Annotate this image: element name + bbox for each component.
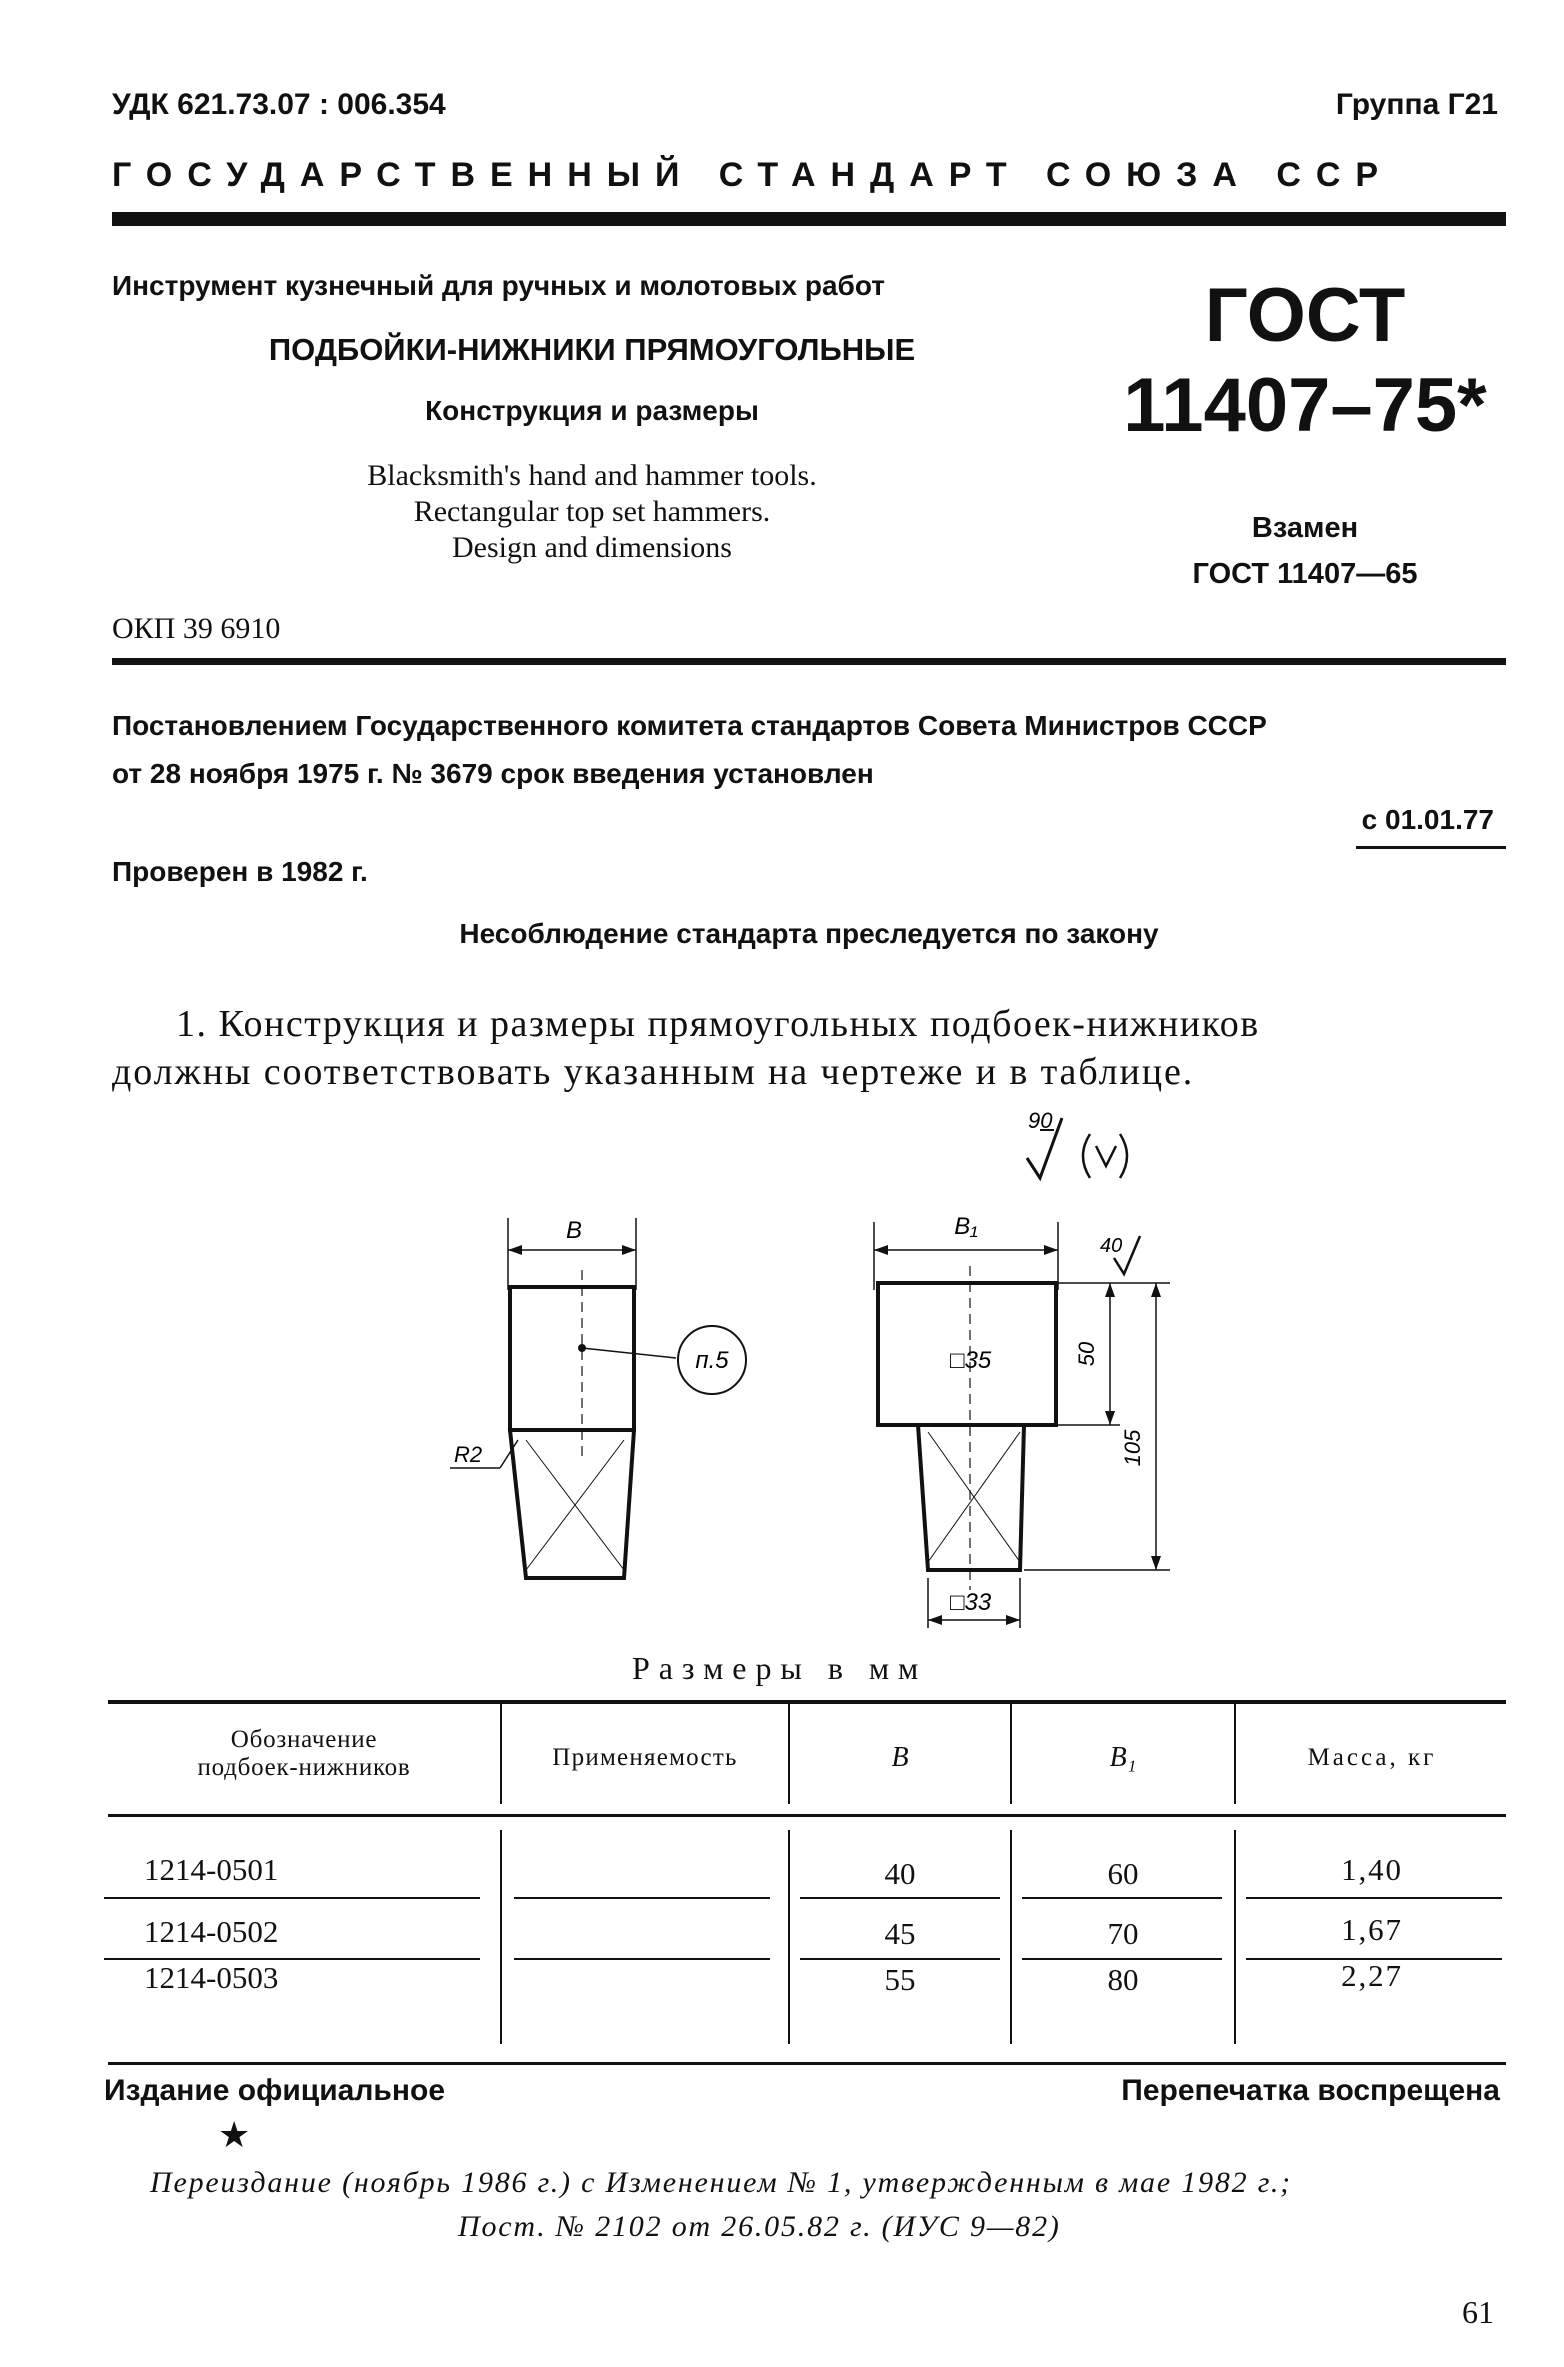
header-designation-line-2: подбоек-нижников: [197, 1754, 411, 1781]
header-thick-rule: [112, 212, 1506, 226]
reprint-prohibited: Перепечатка воспрещена: [1121, 2074, 1500, 2107]
english-title: [112, 458, 1072, 566]
roughness-side-value: 40: [1100, 1235, 1123, 1257]
effective-date: с 01.01.77: [1361, 804, 1494, 835]
B-cell: 45: [884, 1916, 916, 1951]
row-separator: [104, 1897, 480, 1899]
row-separator: [1022, 1958, 1222, 1960]
header-designation-line-1: Обозначение: [230, 1726, 378, 1753]
udk-code: УДК 621.73.07 : 006.354: [112, 88, 446, 121]
title-rule: [112, 658, 1506, 665]
dimension-50-label: 50: [1074, 1341, 1099, 1367]
designation-cell: 1214-0503: [144, 1960, 279, 1995]
table-vline: [1234, 1830, 1236, 2044]
header-designation: [112, 1726, 496, 1782]
title-line-2: ПОДБОЙКИ-НИЖНИКИ ПРЯМОУГОЛЬНЫЕ: [268, 332, 916, 367]
tool-drawing: [0, 1100, 1564, 1660]
table-vline: [788, 1830, 790, 2044]
official-edition: Издание официальное: [104, 2074, 446, 2107]
row-separator: [800, 1897, 1000, 1899]
english-title-line-3: Design and dimensions: [452, 531, 732, 564]
row-separator: [1246, 1897, 1502, 1899]
row-separator: [800, 1958, 1000, 1960]
mass-cell: 1,67: [1341, 1912, 1403, 1947]
state-standard-heading: ГОСУДАРСТВЕННЫЙ СТАНДАРТ СОЮЗА ССР: [112, 156, 1393, 194]
clause1-line-1: 1. Конструкция и размеры прямоугольных подбоек-нижников: [176, 1003, 1260, 1045]
table-bottom-rule: [108, 2062, 1506, 2065]
roughness-side-mark: [1100, 1235, 1140, 1274]
header-applicability: Применяемость: [552, 1744, 738, 1771]
table-vline: [500, 1704, 502, 1804]
header-mass: Масса, кг: [1307, 1744, 1437, 1771]
replaces-label: Взамен: [1251, 512, 1359, 544]
title-line-3: Конструкция и размеры: [425, 395, 759, 426]
table-header-rule: [108, 1814, 1506, 1817]
decree-line-2: от 28 ноября 1975 г. № 3679 срок введения установлен: [112, 758, 874, 789]
table-vline: [1010, 1830, 1012, 2044]
designation-cell: 1214-0502: [144, 1914, 279, 1949]
table-vline: [788, 1704, 790, 1804]
law-warning: Несоблюдение стандарта преследуется по закону: [459, 918, 1159, 949]
table-vline: [1010, 1704, 1012, 1804]
table-vline: [1234, 1704, 1236, 1804]
page-number: 61: [1462, 2294, 1494, 2330]
radius-label: R2: [454, 1442, 483, 1467]
dimension-B-label: B: [565, 1217, 583, 1244]
row-separator: [514, 1958, 770, 1960]
roughness-general-value: 90: [1028, 1108, 1053, 1133]
clause1-line-2: должны соответствовать указанным на чертеже и в таблице.: [112, 1051, 1195, 1093]
gost-number: 11407–75*: [1123, 363, 1487, 448]
english-title-line-1: Blacksmith's hand and hammer tools.: [367, 459, 817, 492]
group-code: Группа Г21: [1335, 88, 1498, 121]
title-line-1: Инструмент кузнечный для ручных и молотовых работ: [112, 270, 885, 301]
row-separator: [514, 1897, 770, 1899]
dimension-105-label: 105: [1120, 1429, 1145, 1467]
square-35-label: □35: [950, 1347, 992, 1374]
replaces-value: ГОСТ 11407—65: [1192, 558, 1418, 590]
okp-code: ОКП 39 6910: [112, 612, 281, 645]
header-B1: B₁: [1109, 1742, 1137, 1773]
table-caption: Размеры в мм: [632, 1650, 928, 1686]
reissue-note-line-1: Переиздание (ноябрь 1986 г.) с Изменением № 1, утвержденным в мае 1982 г.;: [150, 2166, 1292, 2199]
left-view: [450, 1217, 746, 1578]
table-top-rule: [108, 1700, 1506, 1704]
designation-cell: 1214-0501: [144, 1852, 279, 1887]
B-cell: 40: [884, 1856, 916, 1891]
checked-note: Проверен в 1982 г.: [112, 856, 368, 887]
B1-cell: 80: [1107, 1962, 1139, 1997]
table-vline: [500, 1830, 502, 2044]
decree-line-1: Постановлением Государственного комитета стандартов Совета Министров СССР: [112, 710, 1267, 741]
B-cell: 55: [884, 1962, 916, 1997]
clause-reference-label: п.5: [695, 1347, 729, 1374]
gost-label: ГОСТ: [1204, 273, 1406, 358]
mass-cell: 2,27: [1341, 1958, 1403, 1993]
mass-cell: 1,40: [1341, 1852, 1403, 1887]
english-title-line-2: Rectangular top set hammers.: [413, 495, 771, 528]
reissue-note-line-2: Пост. № 2102 от 26.05.82 г. (ИУС 9—82): [458, 2210, 1061, 2243]
right-view: [874, 1213, 1170, 1628]
row-separator: [1022, 1897, 1222, 1899]
star-icon: ★: [218, 2114, 251, 2155]
B1-cell: 70: [1107, 1916, 1139, 1951]
roughness-general-mark: [1027, 1108, 1127, 1178]
dimension-B1-label: B₁: [954, 1213, 978, 1240]
square-33-label: □33: [950, 1589, 992, 1616]
B1-cell: 60: [1107, 1856, 1139, 1891]
effective-date-underline: [1356, 846, 1506, 849]
header-B: B: [891, 1742, 909, 1773]
